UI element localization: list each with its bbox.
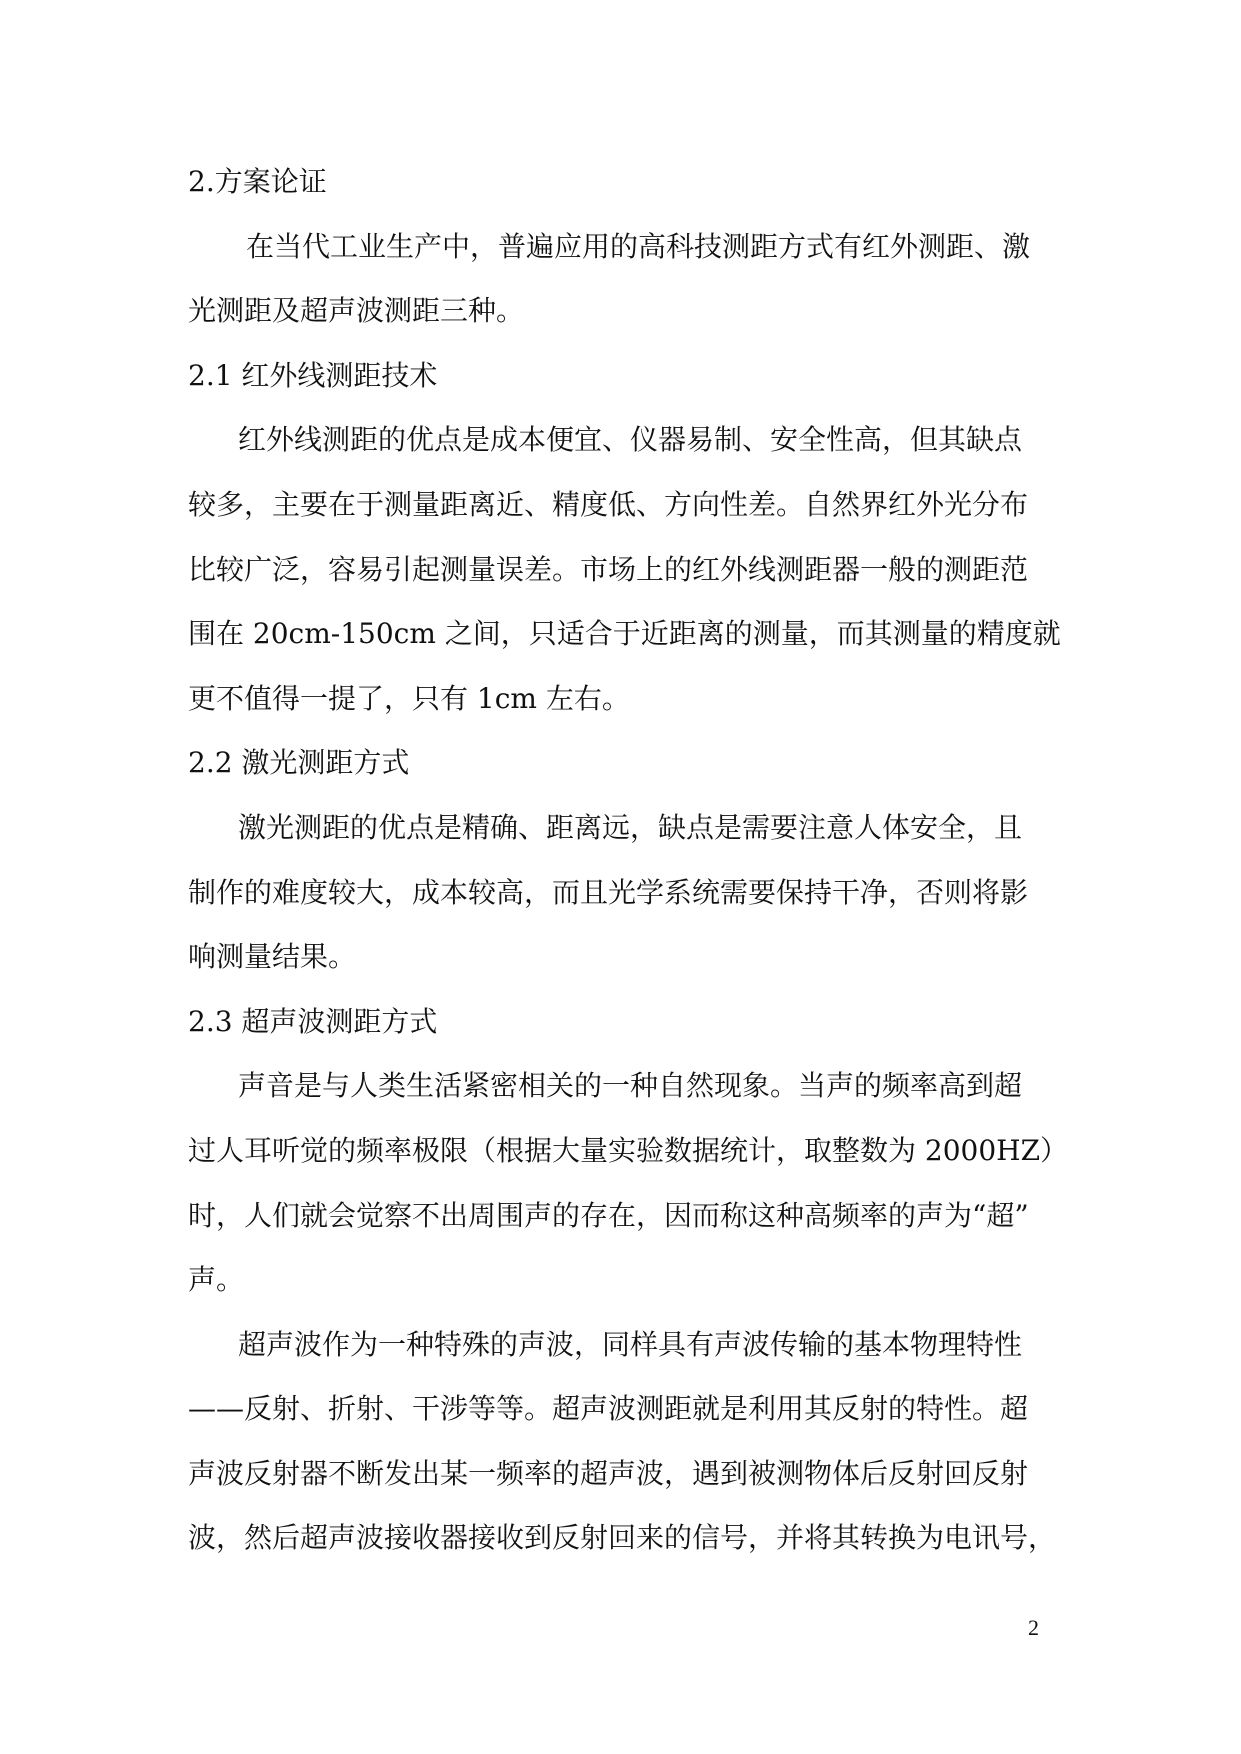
section-heading-2: 2.方案论证: [188, 165, 327, 198]
paragraph-line: 光测距及超声波测距三种。: [188, 294, 525, 328]
paragraph-line: 超声波作为一种特殊的声波，同样具有声波传输的基本物理特性: [238, 1327, 1023, 1361]
paragraph-line: 声波反射器不断发出某一频率的超声波，遇到被测物体后反射回反射: [188, 1456, 1029, 1490]
paragraph-line: 围在 20cm-150cm 之间，只适合于近距离的测量，而其测量的精度就: [188, 617, 1061, 651]
section-heading-2-2: 2.2 激光测距方式: [188, 746, 410, 780]
paragraph-line: 较多，主要在于测量距离近、精度低、方向性差。自然界红外光分布: [188, 487, 1029, 521]
paragraph-line: 波，然后超声波接收器接收到反射回来的信号，并将其转换为电讯号，: [188, 1521, 1057, 1555]
section-heading-2-1: 2.1 红外线测距技术: [188, 358, 438, 392]
document-page: [188, 150, 1069, 1571]
paragraph-laser: [188, 796, 1056, 990]
paragraph-line: 比较广泛，容易引起测量误差。市场上的红外线测距器一般的测距范: [188, 552, 1029, 586]
paragraph-line: 在当代工业生产中，普遍应用的高科技测距方式有红外测距、激: [246, 229, 1031, 263]
paragraph-intro: [188, 215, 1056, 344]
paragraph-line: 红外线测距的优点是成本便宜、仪器易制、安全性高，但其缺点: [238, 423, 1023, 457]
section-heading-2-3: 2.3 超声波测距方式: [188, 1004, 438, 1038]
paragraph-line: 时，人们就会觉察不出周围声的存在，因而称这种高频率的声为“超”: [188, 1198, 1029, 1232]
paragraph-line: 声。: [188, 1263, 245, 1297]
paragraph-line: 响测量结果。: [188, 940, 357, 974]
page-number: 2: [1028, 1615, 1039, 1640]
paragraph-line: 激光测距的优点是精确、距离远，缺点是需要注意人体安全，且: [238, 810, 1023, 844]
paragraph-infrared: [188, 408, 1061, 731]
paragraph-line: 过人耳听觉的频率极限（根据大量实验数据统计，取整数为 2000HZ）: [188, 1133, 1069, 1167]
paragraph-ultrasonic-ranging: [188, 1313, 1056, 1571]
paragraph-line: ——反射、折射、干涉等等。超声波测距就是利用其反射的特性。超: [188, 1392, 1029, 1426]
paragraph-ultrasonic-sound: [188, 1054, 1069, 1312]
paragraph-line: 制作的难度较大，成本较高，而且光学系统需要保持干净，否则将影: [188, 875, 1029, 909]
paragraph-line: 声音是与人类生活紧密相关的一种自然现象。当声的频率高到超: [238, 1069, 1023, 1103]
paragraph-line: 更不值得一提了，只有 1cm 左右。: [188, 681, 630, 715]
